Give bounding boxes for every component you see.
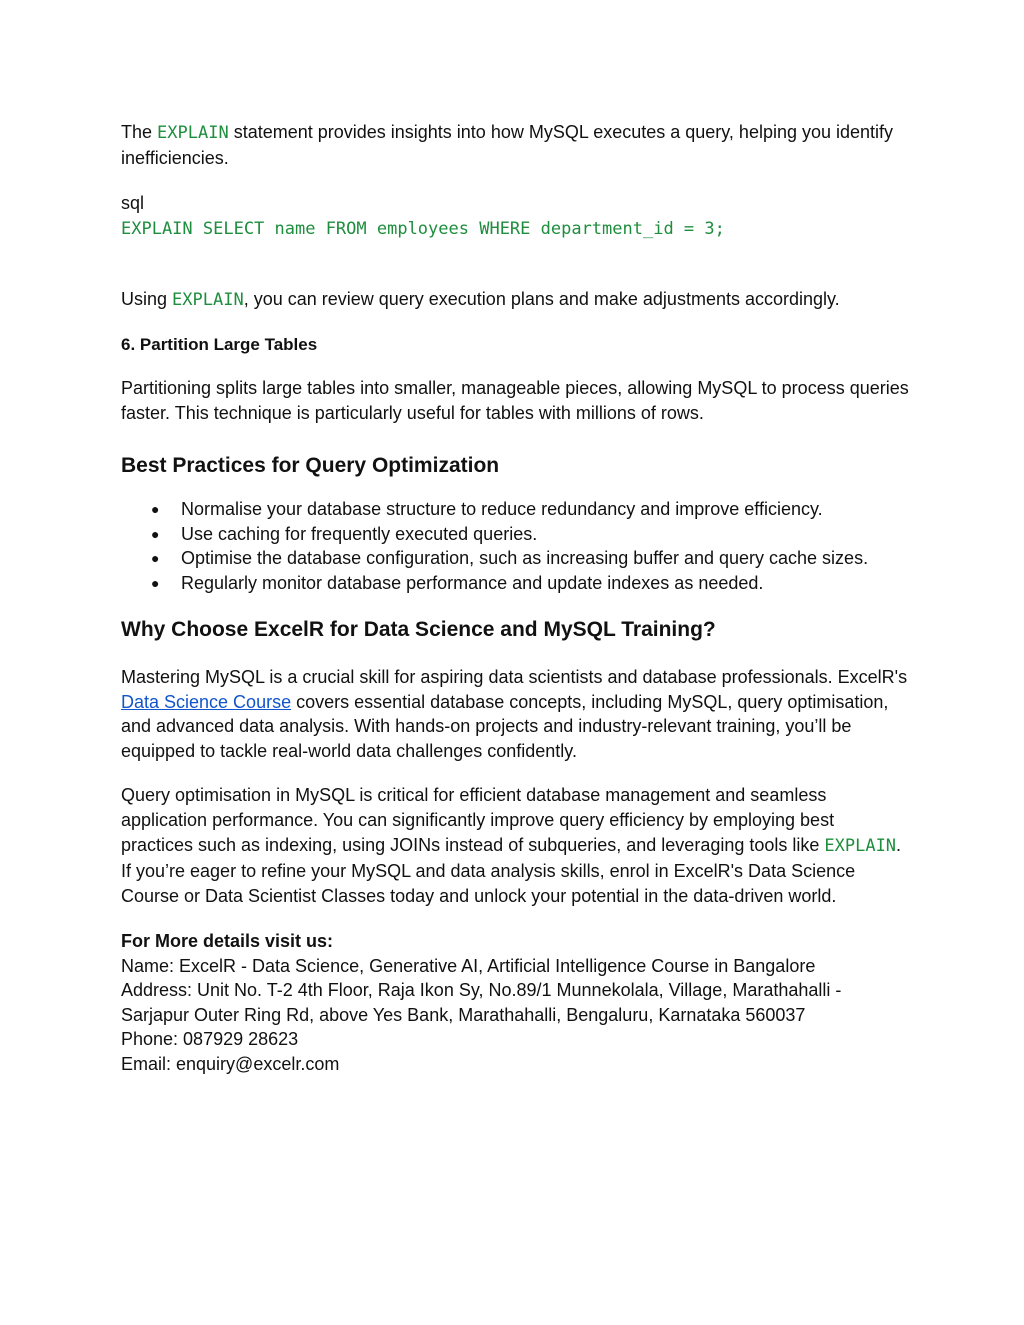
why-excelr-heading: Why Choose ExcelR for Data Science and MySQL Training? <box>121 618 716 641</box>
contact-address: Address: Unit No. T-2 4th Floor, Raja Ikon Sy, No.89/1 Munnekolala, Village, Marathahalli - Sarjapur Outer Ring Rd, above Yes Bank, Marathahalli, Bengaluru, Karnataka 560037 <box>121 980 842 1025</box>
document-page <box>121 120 911 1076</box>
sql-language-label: sql <box>121 193 145 213</box>
explain-inline-code: EXPLAIN <box>824 836 897 856</box>
intro-text-before: The <box>121 122 158 142</box>
contact-email: Email: enquiry@excelr.com <box>121 1053 340 1074</box>
contact-heading: For More details visit us: <box>121 931 334 951</box>
intro-paragraph <box>121 120 911 171</box>
best-practices-heading: Best Practices for Query Optimization <box>121 454 500 477</box>
list-item <box>121 571 911 596</box>
summary-text-before: Query optimisation in MySQL is critical for efficient database management and seamless application performance. You can significantly improve query efficiency by employing best practices such as indexing, using JOINs instead of subqueries, and leveraging tools like <box>121 785 835 855</box>
partition-paragraph: Partitioning splits large tables into smaller, manageable pieces, allowing MySQL to process queries faster. This technique is particularly useful for tables with millions of rows. <box>121 378 909 423</box>
summary-text-after: . If you’re eager to refine your MySQL and data analysis skills, enrol in ExcelR's Data Science Course or Data Scientist Classes today and unlock your potential in the data-driven world. <box>121 835 902 906</box>
contact-phone: Phone: 087929 28623 <box>121 1029 299 1049</box>
list-item-text: Normalise your database structure to reduce redundancy and improve efficiency. <box>181 499 823 519</box>
bullet-icon: ● <box>151 501 160 517</box>
bullet-icon: ● <box>151 550 160 566</box>
list-item-text: Optimise the database configuration, such as increasing buffer and query cache sizes. <box>181 548 869 568</box>
partition-heading: 6. Partition Large Tables <box>121 335 318 354</box>
using-text-after: , you can review query execution plans and make adjustments accordingly. <box>243 289 840 309</box>
contact-name: Name: ExcelR - Data Science, Generative AI, Artificial Intelligence Course in Bangalore <box>121 955 816 976</box>
mastering-paragraph <box>121 665 911 763</box>
intro-text-after: statement provides insights into how MySQL executes a query, helping you identify inefficiencies. <box>121 122 894 168</box>
using-text-before: Using <box>121 289 173 309</box>
explain-inline-code: EXPLAIN <box>157 123 229 143</box>
bullet-icon: ● <box>151 574 160 591</box>
bullet-icon: ● <box>151 525 160 542</box>
mastering-text-before: Mastering MySQL is a crucial skill for aspiring data scientists and database professionals. ExcelR's <box>121 667 908 687</box>
list-item <box>121 522 911 547</box>
sql-code-line: EXPLAIN SELECT name FROM employees WHERE department_id = 3; <box>121 219 725 239</box>
explain-inline-code: EXPLAIN <box>172 290 244 310</box>
using-explain-paragraph <box>121 287 911 313</box>
list-item <box>121 546 911 571</box>
contact-block <box>121 929 911 1076</box>
mastering-text-after: covers essential database concepts, including MySQL, query optimisation, and advanced data analysis. With hands-on projects and industry-relevant training, you’ll be equipped to tackle real-world data challenges confidently. <box>121 691 889 761</box>
data-science-course-link[interactable]: Data Science Course <box>121 691 292 712</box>
list-item <box>121 497 911 522</box>
list-item-text: Regularly monitor database performance and update indexes as needed. <box>181 572 764 593</box>
summary-paragraph <box>121 783 911 909</box>
list-item-text: Use caching for frequently executed queries. <box>181 523 538 544</box>
best-practices-list <box>121 497 911 595</box>
